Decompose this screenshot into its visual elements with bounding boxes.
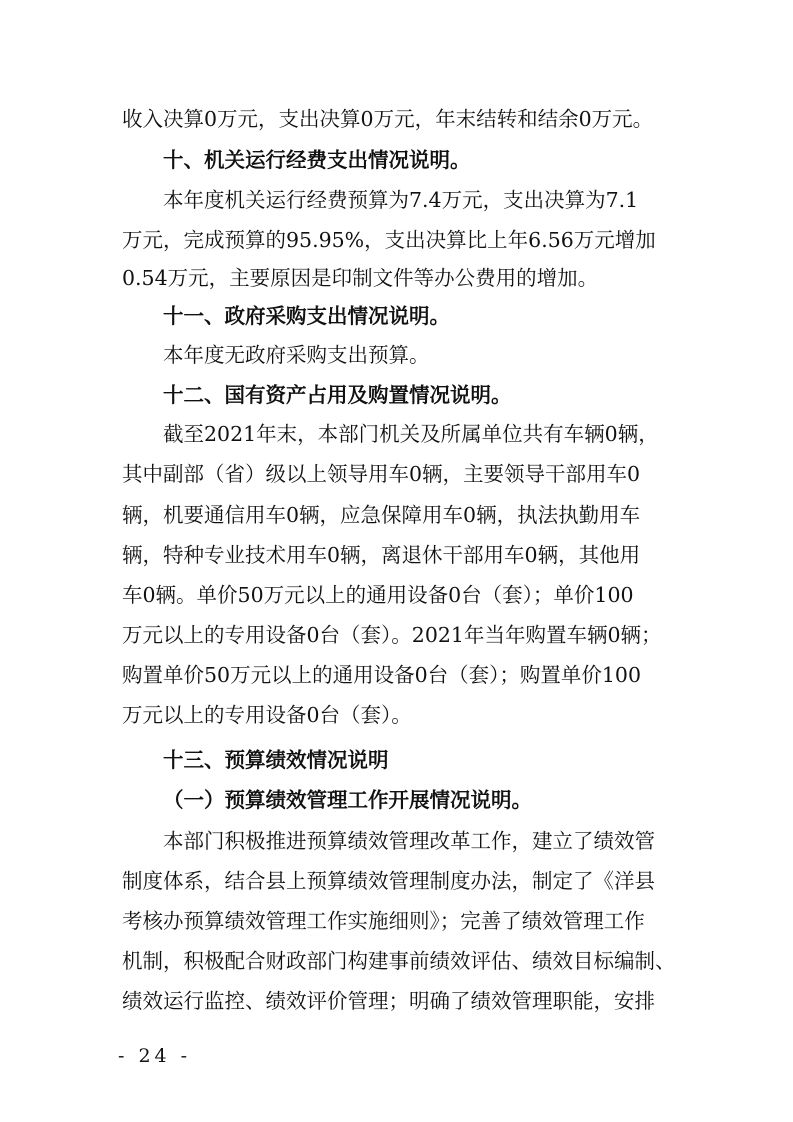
text-line: 本年度机关运行经费预算为7.4万元，支出决算为7.1 bbox=[163, 188, 639, 212]
text-line: 辆，特种专业技术用车0辆，离退休干部用车0辆，其他用 bbox=[122, 543, 641, 567]
text-line: 考核办预算绩效管理工作实施细则》；完善了绩效管理工作 bbox=[122, 909, 645, 933]
section-heading: 十三、预算绩效情况说明 bbox=[163, 748, 389, 772]
text-line: 万元以上的专用设备0台（套）。2021年当年购置车辆0辆； bbox=[122, 623, 662, 647]
text-line: 万元，完成预算的95.95%，支出决算比上年6.56万元增加 bbox=[122, 228, 656, 252]
text-line: 制度体系，结合县上预算绩效管理制度办法，制定了《洋县 bbox=[122, 869, 655, 893]
text-line: 截至2021年末，本部门机关及所属单位共有车辆0辆， bbox=[163, 422, 659, 446]
section-heading: 十二、国有资产占用及购置情况说明。 bbox=[163, 383, 512, 407]
page-number: - 24 - bbox=[118, 1045, 192, 1067]
text-line: 本年度无政府采购支出预算。 bbox=[163, 343, 430, 367]
text-line: 收入决算0万元，支出决算0万元，年末结转和结余0万元。 bbox=[122, 107, 654, 131]
text-line: 0.54万元，主要原因是印制文件等办公费用的增加。 bbox=[122, 266, 599, 290]
subsection-heading: （一）预算绩效管理工作开展情况说明。 bbox=[163, 788, 532, 812]
section-heading: 十一、政府采购支出情况说明。 bbox=[163, 304, 450, 328]
text-line: 机制，积极配合财政部门构建事前绩效评估、绩效目标编制、 bbox=[122, 949, 676, 973]
text-line: 辆，机要通信用车0辆，应急保障用车0辆，执法执勤用车 bbox=[122, 503, 641, 527]
text-line: 绩效运行监控、绩效评价管理；明确了绩效管理职能，安排 bbox=[122, 989, 655, 1013]
text-line: 其中副部（省）级以上领导用车0辆，主要领导干部用车0 bbox=[122, 462, 641, 486]
text-line: 购置单价50万元以上的通用设备0台（套）；购置单价100 bbox=[122, 663, 642, 687]
text-line: 万元以上的专用设备0台（套）。 bbox=[122, 703, 412, 727]
section-heading: 十、机关运行经费支出情况说明。 bbox=[163, 148, 471, 172]
text-line: 车0辆。单价50万元以上的通用设备0台（套）；单价100 bbox=[122, 583, 634, 607]
text-line: 本部门积极推进预算绩效管理改革工作，建立了绩效管 bbox=[163, 829, 655, 853]
